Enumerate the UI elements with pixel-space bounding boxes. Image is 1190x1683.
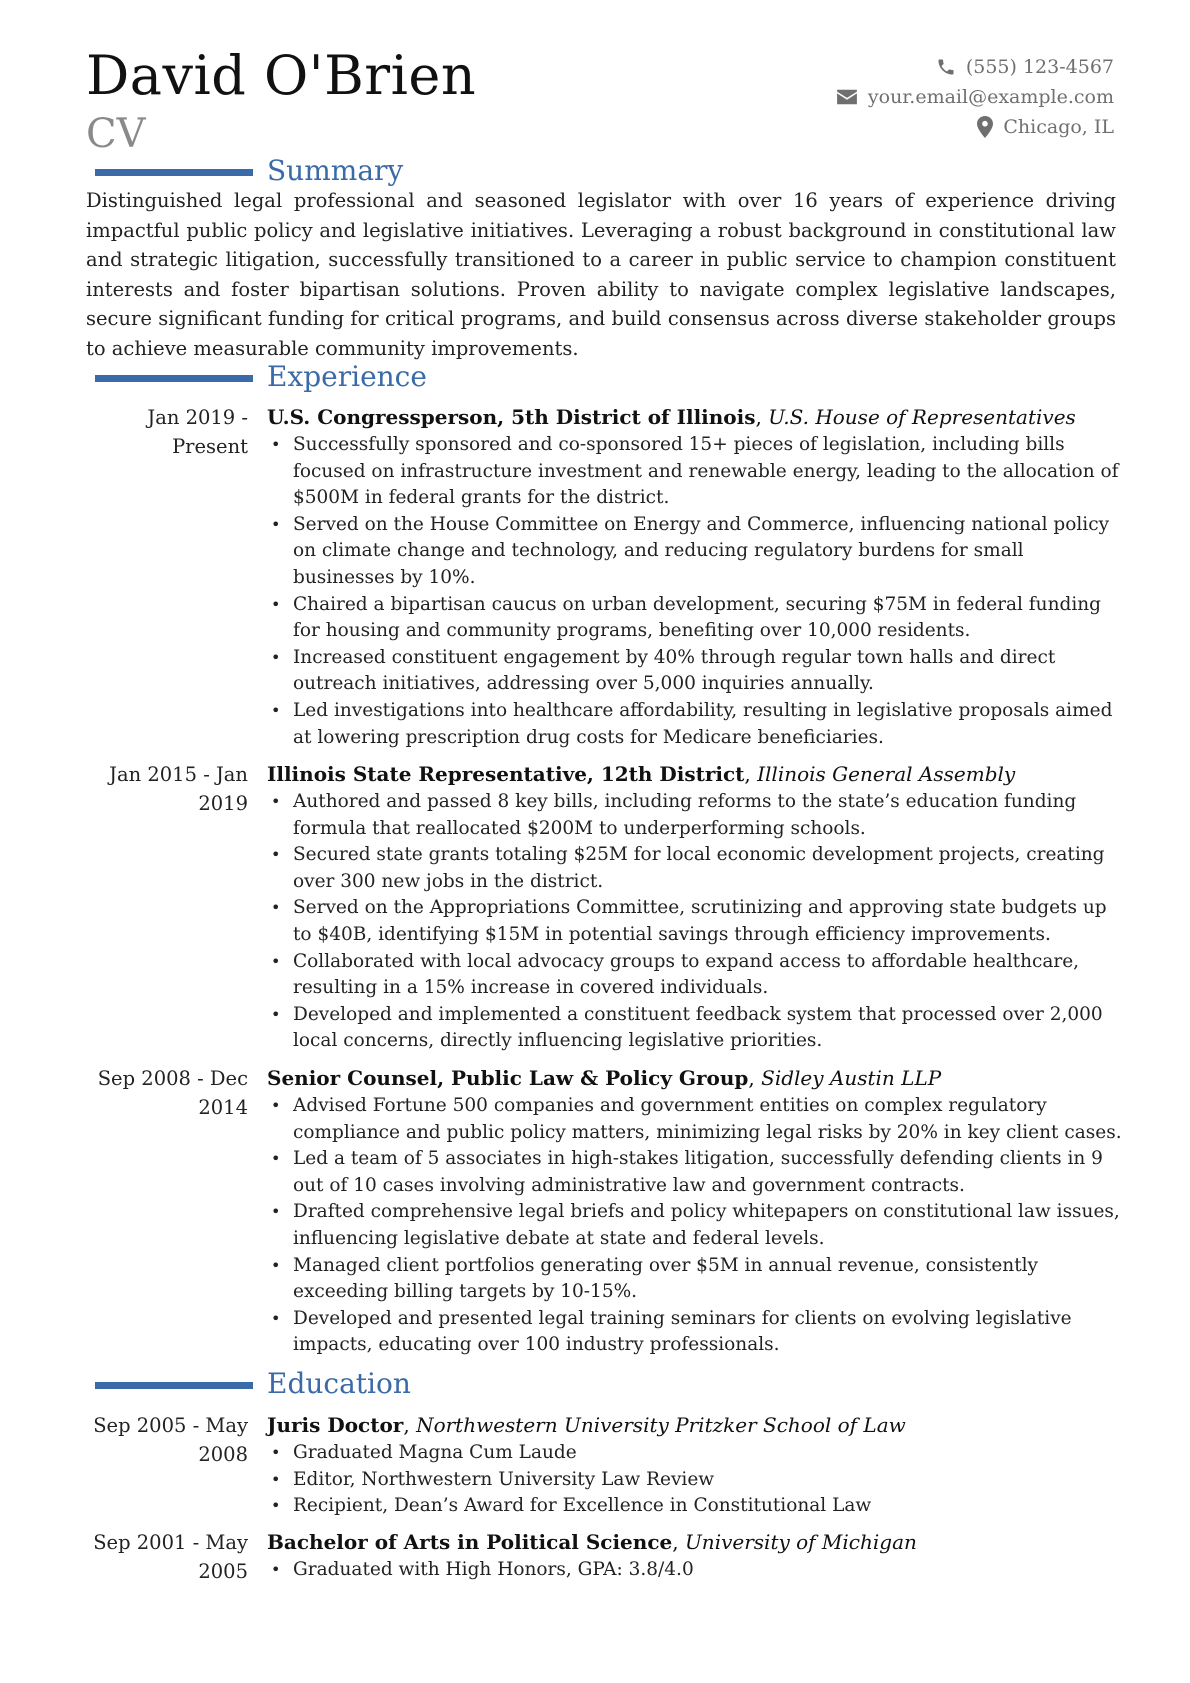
envelope-icon xyxy=(836,88,858,106)
list-item: • Chaired a bipartisan caucus on urban development, securing $75M in federal funding for housing and community programs, benefiting over 10,000 residents. xyxy=(267,592,1122,645)
list-item: • Graduated Magna Cum Laude xyxy=(267,1440,1122,1467)
contact-phone[interactable] xyxy=(836,52,1114,82)
email-address: your.email@example.com xyxy=(867,86,1114,108)
entry-heading: Illinois State Representative, 12th District, Illinois General Assembly xyxy=(267,762,1016,786)
entry-body xyxy=(267,760,1122,1055)
entry-organization: U.S. House of Representatives xyxy=(768,405,1076,429)
entry-organization: Sidley Austin LLP xyxy=(761,1066,942,1090)
location-text: Chicago, IL xyxy=(1003,116,1114,138)
section-title: Education xyxy=(267,1367,411,1400)
list-item: • Managed client portfolios generating over $5M in annual revenue, consistently exceeding billing targets by 10-15%. xyxy=(267,1253,1122,1306)
entry-body xyxy=(267,1411,1122,1520)
entry-organization: Illinois General Assembly xyxy=(757,762,1016,786)
entry-date: Sep 2005 - May 2008 xyxy=(93,1414,248,1466)
section-accent-bar xyxy=(95,1382,253,1389)
contact-email[interactable] xyxy=(836,82,1114,112)
list-item: • Collaborated with local advocacy groups to expand access to affordable healthcare, resulting in a 15% increase in covered individuals. xyxy=(267,949,1122,1002)
entry-date: Sep 2001 - May 2005 xyxy=(93,1531,248,1583)
entry-body xyxy=(267,403,1122,751)
summary-text: Distinguished legal professional and seasoned legislator with over 16 years of experience driving impactful public policy and legislative initiatives. Leveraging a robust background in constitutional law and strategic litigation, successfully transitioned to a career in public service to champion constituent interests and foster bipartisan solutions. Proven ability to navigate complex legislative landscapes, secure significant funding for critical programs, and build consensus across diverse stakeholder groups to achieve measurable community improvements. xyxy=(86,189,1116,360)
section-title: Experience xyxy=(267,360,427,393)
map-marker-icon xyxy=(977,116,993,138)
list-item: • Successfully sponsored and co-sponsored 15+ pieces of legislation, including bills focused on infrastructure investment and renewable energy, leading to the allocation of $500M in federal grants for the district. xyxy=(267,432,1122,512)
entry-title: Bachelor of Arts in Political Science xyxy=(267,1530,673,1554)
list-item: • Led investigations into healthcare affordability, resulting in legislative proposals aimed at lowering prescription drug costs for Medicare beneficiaries. xyxy=(267,698,1122,751)
entry-bullet-list xyxy=(267,1093,1122,1359)
entry-heading: U.S. Congressperson, 5th District of Illinois, U.S. House of Representatives xyxy=(267,405,1076,429)
list-item: • Graduated with High Honors, GPA: 3.8/4.0 xyxy=(267,1557,1122,1584)
summary-section-header xyxy=(95,154,1115,188)
contact-location xyxy=(836,112,1114,142)
list-item: • Advised Fortune 500 companies and government entities on complex regulatory compliance and public policy matters, minimizing legal risks by 20% in key client cases. xyxy=(267,1093,1122,1146)
list-item: • Developed and presented legal training seminars for clients on evolving legislative impacts, educating over 100 industry professionals. xyxy=(267,1306,1122,1359)
list-item: • Served on the House Committee on Energy and Commerce, influencing national policy on climate change and technology, and reducing regulatory burdens for small businesses by 10%. xyxy=(267,512,1122,592)
entry-heading: Juris Doctor, Northwestern University Pritzker School of Law xyxy=(267,1413,906,1437)
entry-bullet-list xyxy=(267,789,1122,1055)
entry-title: U.S. Congressperson, 5th District of Illinois xyxy=(267,405,756,429)
phone-icon xyxy=(936,57,956,77)
experience-section-header xyxy=(95,360,1115,394)
entry-organization: University of Michigan xyxy=(684,1530,917,1554)
list-item: • Served on the Appropriations Committee, scrutinizing and approving state budgets up to $40B, identifying $15M in potential savings through efficiency improvements. xyxy=(267,895,1122,948)
document-type: CV xyxy=(86,111,146,157)
section-accent-bar xyxy=(95,375,253,382)
entry-bullet-list xyxy=(267,1557,1122,1584)
entry-heading: Bachelor of Arts in Political Science, University of Michigan xyxy=(267,1530,917,1554)
entry-bullet-list xyxy=(267,1440,1122,1520)
entry-bullet-list xyxy=(267,432,1122,751)
list-item: • Authored and passed 8 key bills, including reforms to the state’s education funding formula that reallocated $200M to underperforming schools. xyxy=(267,789,1122,842)
list-item: • Drafted comprehensive legal briefs and policy whitepapers on constitutional law issues, influencing legislative debate at state and federal levels. xyxy=(267,1199,1122,1252)
phone-number: (555) 123-4567 xyxy=(965,56,1114,78)
entry-title: Senior Counsel, Public Law & Policy Group xyxy=(267,1066,749,1090)
section-accent-bar xyxy=(95,169,253,176)
section-title: Summary xyxy=(267,154,404,187)
list-item: • Increased constituent engagement by 40% through regular town halls and direct outreach initiatives, addressing over 5,000 inquiries annually. xyxy=(267,645,1122,698)
entry-heading: Senior Counsel, Public Law & Policy Group, Sidley Austin LLP xyxy=(267,1066,942,1090)
list-item: • Editor, Northwestern University Law Review xyxy=(267,1467,1122,1494)
list-item: • Secured state grants totaling $25M for local economic development projects, creating over 300 new jobs in the district. xyxy=(267,842,1122,895)
entry-organization: Northwestern University Pritzker School of Law xyxy=(416,1413,906,1437)
entry-date: Jan 2019 - Present xyxy=(147,406,248,458)
list-item: • Recipient, Dean’s Award for Excellence in Constitutional Law xyxy=(267,1493,1122,1520)
list-item: • Led a team of 5 associates in high-stakes litigation, successfully defending clients in 9 out of 10 cases involving administrative law and government contracts. xyxy=(267,1146,1122,1199)
entry-title: Illinois State Representative, 12th District xyxy=(267,762,745,786)
entry-body xyxy=(267,1528,1122,1584)
entry-date: Jan 2015 - Jan 2019 xyxy=(109,763,248,815)
entry-date: Sep 2008 - Dec 2014 xyxy=(97,1067,248,1119)
person-name: David O'Brien xyxy=(86,44,477,107)
entry-title: Juris Doctor xyxy=(267,1413,404,1437)
contact-info xyxy=(836,52,1114,142)
entry-body xyxy=(267,1064,1122,1359)
list-item: • Developed and implemented a constituent feedback system that processed over 2,000 local concerns, directly influencing legislative priorities. xyxy=(267,1002,1122,1055)
education-section-header xyxy=(95,1367,1115,1401)
